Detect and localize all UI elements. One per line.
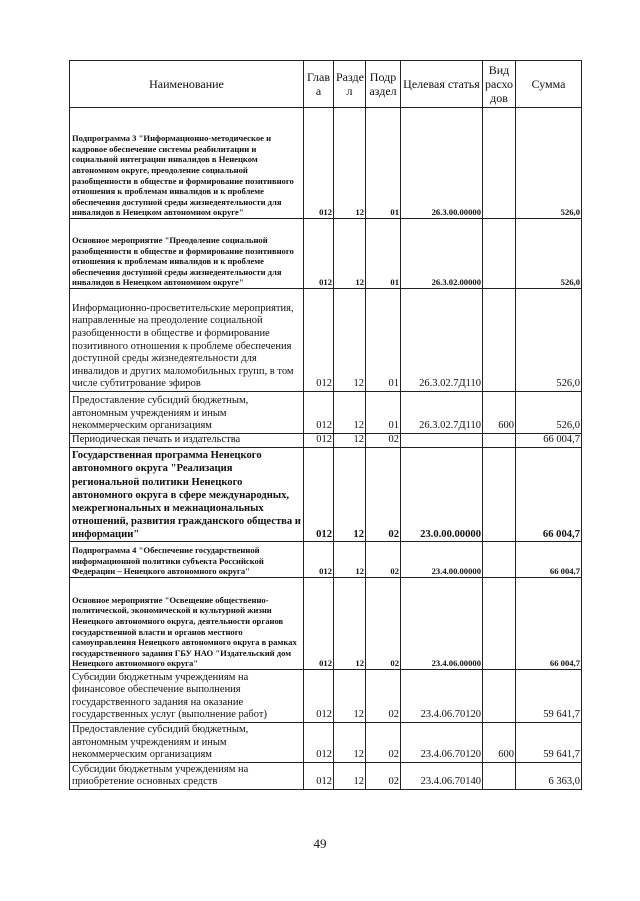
table-row (70, 723, 582, 763)
row-statya: 26.3.00.00000 (401, 108, 483, 219)
row-name: Предоставление субсидий бюджетным, автономным учреждениям и иным некоммерческим организациям (70, 723, 304, 763)
header-chapter: Глав а (304, 61, 334, 108)
row-podrazdel: 01 (366, 289, 401, 392)
table-row (70, 542, 582, 578)
row-glava: 012 (304, 763, 334, 790)
row-podrazdel: 02 (366, 763, 401, 790)
row-statya: 26.3.02.7Д110 (401, 289, 483, 392)
row-summa: 6 363,0 (516, 763, 582, 790)
row-glava: 012 (304, 670, 334, 723)
row-glava: 012 (304, 723, 334, 763)
row-vid (483, 448, 516, 542)
row-glava: 012 (304, 434, 334, 448)
table-row (70, 289, 582, 392)
row-podrazdel: 02 (366, 448, 401, 542)
row-summa: 526,0 (516, 108, 582, 219)
row-summa: 66 004,7 (516, 448, 582, 542)
table-row (70, 108, 582, 219)
table-row (70, 763, 582, 790)
row-razdel: 12 (334, 108, 366, 219)
row-name: Субсидии бюджетным учреждениям на приобретение основных средств (70, 763, 304, 790)
header-expense-type: Вид расхо дов (483, 61, 516, 108)
row-podrazdel: 01 (366, 219, 401, 289)
row-summa: 59 641,7 (516, 723, 582, 763)
row-razdel: 12 (334, 219, 366, 289)
header-section: Разде л (334, 61, 366, 108)
row-name: Государственная программа Ненецкого автономного округа "Реализация региональной политики Ненецкого автономного округа в сфере международных, межрегиональных и межнациональных отношений, развития гражданского общества и информации" (70, 448, 304, 542)
row-statya (401, 434, 483, 448)
row-statya: 23.4.06.70120 (401, 723, 483, 763)
row-summa: 526,0 (516, 289, 582, 392)
budget-table (69, 60, 582, 790)
row-podrazdel: 01 (366, 392, 401, 434)
page-number: 49 (313, 836, 327, 851)
row-razdel: 12 (334, 763, 366, 790)
row-summa: 526,0 (516, 392, 582, 434)
table-row (70, 448, 582, 542)
row-podrazdel: 01 (366, 108, 401, 219)
row-summa: 526,0 (516, 219, 582, 289)
row-summa: 66 004,7 (516, 542, 582, 578)
row-razdel: 12 (334, 723, 366, 763)
row-vid (483, 219, 516, 289)
row-vid (483, 670, 516, 723)
header-target-article: Целевая статья (401, 61, 483, 108)
row-vid (483, 289, 516, 392)
row-statya: 23.4.06.70120 (401, 670, 483, 723)
row-glava: 012 (304, 219, 334, 289)
row-statya: 23.4.00.00000 (401, 542, 483, 578)
row-razdel: 12 (334, 289, 366, 392)
row-glava: 012 (304, 448, 334, 542)
row-vid (483, 763, 516, 790)
row-razdel: 12 (334, 448, 366, 542)
row-glava: 012 (304, 578, 334, 670)
row-vid: 600 (483, 723, 516, 763)
row-vid (483, 542, 516, 578)
row-razdel: 12 (334, 542, 366, 578)
header-name: Наименование (70, 61, 304, 108)
row-statya: 23.4.06.70140 (401, 763, 483, 790)
row-podrazdel: 02 (366, 542, 401, 578)
row-name: Предоставление субсидий бюджетным, автономным учреждениям и иным некоммерческим организациям (70, 392, 304, 434)
row-razdel: 12 (334, 670, 366, 723)
row-name: Периодическая печать и издательства (70, 434, 304, 448)
table-row (70, 219, 582, 289)
row-podrazdel: 02 (366, 670, 401, 723)
row-podrazdel: 02 (366, 434, 401, 448)
row-glava: 012 (304, 392, 334, 434)
row-vid: 600 (483, 392, 516, 434)
table-row (70, 392, 582, 434)
row-glava: 012 (304, 542, 334, 578)
table-row (70, 670, 582, 723)
row-name: Информационно-просветительские мероприятия, направленные на преодоление социальной разобщенности в обществе и формирование позитивного отношения к проблеме обеспечения доступной среды жизнедеятельности для инвалидов и других маломобильных групп, в том числе субтитрование эфиров (70, 289, 304, 392)
row-razdel: 12 (334, 434, 366, 448)
row-razdel: 12 (334, 578, 366, 670)
row-glava: 012 (304, 289, 334, 392)
table-row (70, 578, 582, 670)
row-summa: 59 641,7 (516, 670, 582, 723)
row-vid (483, 434, 516, 448)
row-name: Основное мероприятие "Освещение общественно-политической, экономической и культурной жизни Ненецкого автономного округа, деятельности органов государственной власти и органов местного самоуправления Ненецкого автономного округа в рамках государственного задания ГБУ НАО "Издательский дом Ненецкого автономного округа" (70, 578, 304, 670)
row-statya: 23.4.06.00000 (401, 578, 483, 670)
row-name: Подпрограмма 3 "Информационно-методическое и кадровое обеспечение системы реабилитации и социальной интеграции инвалидов в Ненецком автономном округе, преодоление социальной разобщенности в обществе и формирование позитивного отношения к проблемам инвалидов и к проблеме обеспечения доступной среды жизнедеятельности для инвалидов в Ненецком автономном округе" (70, 108, 304, 219)
row-statya: 26.3.02.7Д110 (401, 392, 483, 434)
row-vid (483, 578, 516, 670)
table-row (70, 434, 582, 448)
header-sum: Сумма (516, 61, 582, 108)
row-podrazdel: 02 (366, 723, 401, 763)
row-name: Подпрограмма 4 "Обеспечение государственной информационной политики субъекта Российской Федерации – Ненецкого автономного округа" (70, 542, 304, 578)
header-subsection: Подр аздел (366, 61, 401, 108)
row-summa: 66 004,7 (516, 578, 582, 670)
row-glava: 012 (304, 108, 334, 219)
row-statya: 26.3.02.00000 (401, 219, 483, 289)
row-summa: 66 004,7 (516, 434, 582, 448)
row-vid (483, 108, 516, 219)
row-razdel: 12 (334, 392, 366, 434)
budget-table-sheet (69, 60, 581, 790)
row-name: Основное мероприятие "Преодоление социальной разобщенности в обществе и формирование позитивного отношения к проблемам инвалидов и к проблеме обеспечения доступной среды жизнедеятельности для инвалидов в Ненецком автономном округе" (70, 219, 304, 289)
row-podrazdel: 02 (366, 578, 401, 670)
row-statya: 23.0.00.00000 (401, 448, 483, 542)
row-name: Субсидии бюджетным учреждениям на финансовое обеспечение выполнения государственного задания на оказание государственных услуг (выполнение работ) (70, 670, 304, 723)
table-header-row (70, 61, 582, 108)
